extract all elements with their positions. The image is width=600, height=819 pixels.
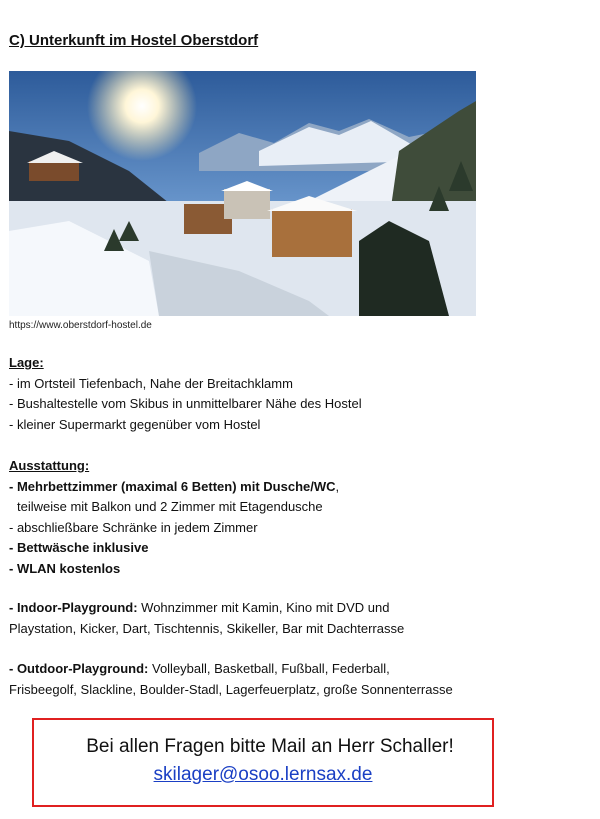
- equipment-rooms-rest: ,: [335, 478, 340, 494]
- outdoor-text-1: Volleyball, Basketball, Fußball, Federball,: [148, 661, 390, 676]
- contact-email-link[interactable]: skilager@osoo.lernsax.de: [153, 764, 373, 785]
- equipment-rooms: [9, 477, 339, 498]
- outdoor-line-1: [9, 659, 453, 680]
- outdoor-line-2: Frisbeegolf, Slackline, Boulder-Stadl, Lagerfeuerplatz, große Sonnenterrasse: [9, 681, 453, 697]
- location-line-2: - Bushaltestelle vom Skibus in unmittelbarer Nähe des Hostel: [9, 396, 362, 411]
- equipment-rooms-continued: teilweise mit Balkon und 2 Zimmer mit Etagendusche: [17, 499, 323, 514]
- equipment-section: [9, 456, 339, 579]
- location-line-3: - kleiner Supermarkt gegenüber vom Hostel: [9, 416, 261, 432]
- equipment-rooms-bold: - Mehrbettzimmer (maximal 6 Betten) mit Dusche/WC: [9, 478, 336, 494]
- indoor-text-1: Wohnzimmer mit Kamin, Kino mit DVD und: [137, 600, 390, 615]
- equipment-heading: Ausstattung:: [9, 458, 90, 473]
- location-line-1: - im Ortsteil Tiefenbach, Nahe der Breitachklamm: [9, 375, 293, 391]
- photo-caption: https://www.oberstdorf-hostel.de: [9, 320, 152, 331]
- equipment-wifi: - WLAN kostenlos: [9, 560, 121, 576]
- outdoor-label: - Outdoor-Playground:: [9, 661, 149, 676]
- hostel-photo: [9, 71, 476, 316]
- indoor-line-2: Playstation, Kicker, Dart, Tischtennis, Skikeller, Bar mit Dachterrasse: [9, 620, 405, 636]
- indoor-label: - Indoor-Playground:: [9, 600, 138, 615]
- equipment-linen: - Bettwäsche inklusive: [9, 540, 149, 555]
- location-section: [9, 353, 362, 435]
- location-heading: Lage:: [9, 355, 44, 370]
- indoor-section: [9, 598, 404, 639]
- contact-box: [32, 718, 494, 807]
- indoor-line-1: [9, 598, 404, 619]
- contact-text: Bei allen Fragen bitte Mail an Herr Schaller!: [86, 736, 454, 757]
- page-title: C) Unterkunft im Hostel Oberstdorf: [9, 32, 259, 49]
- outdoor-section: [9, 659, 453, 700]
- equipment-lockers: - abschließbare Schränke in jedem Zimmer: [9, 519, 258, 535]
